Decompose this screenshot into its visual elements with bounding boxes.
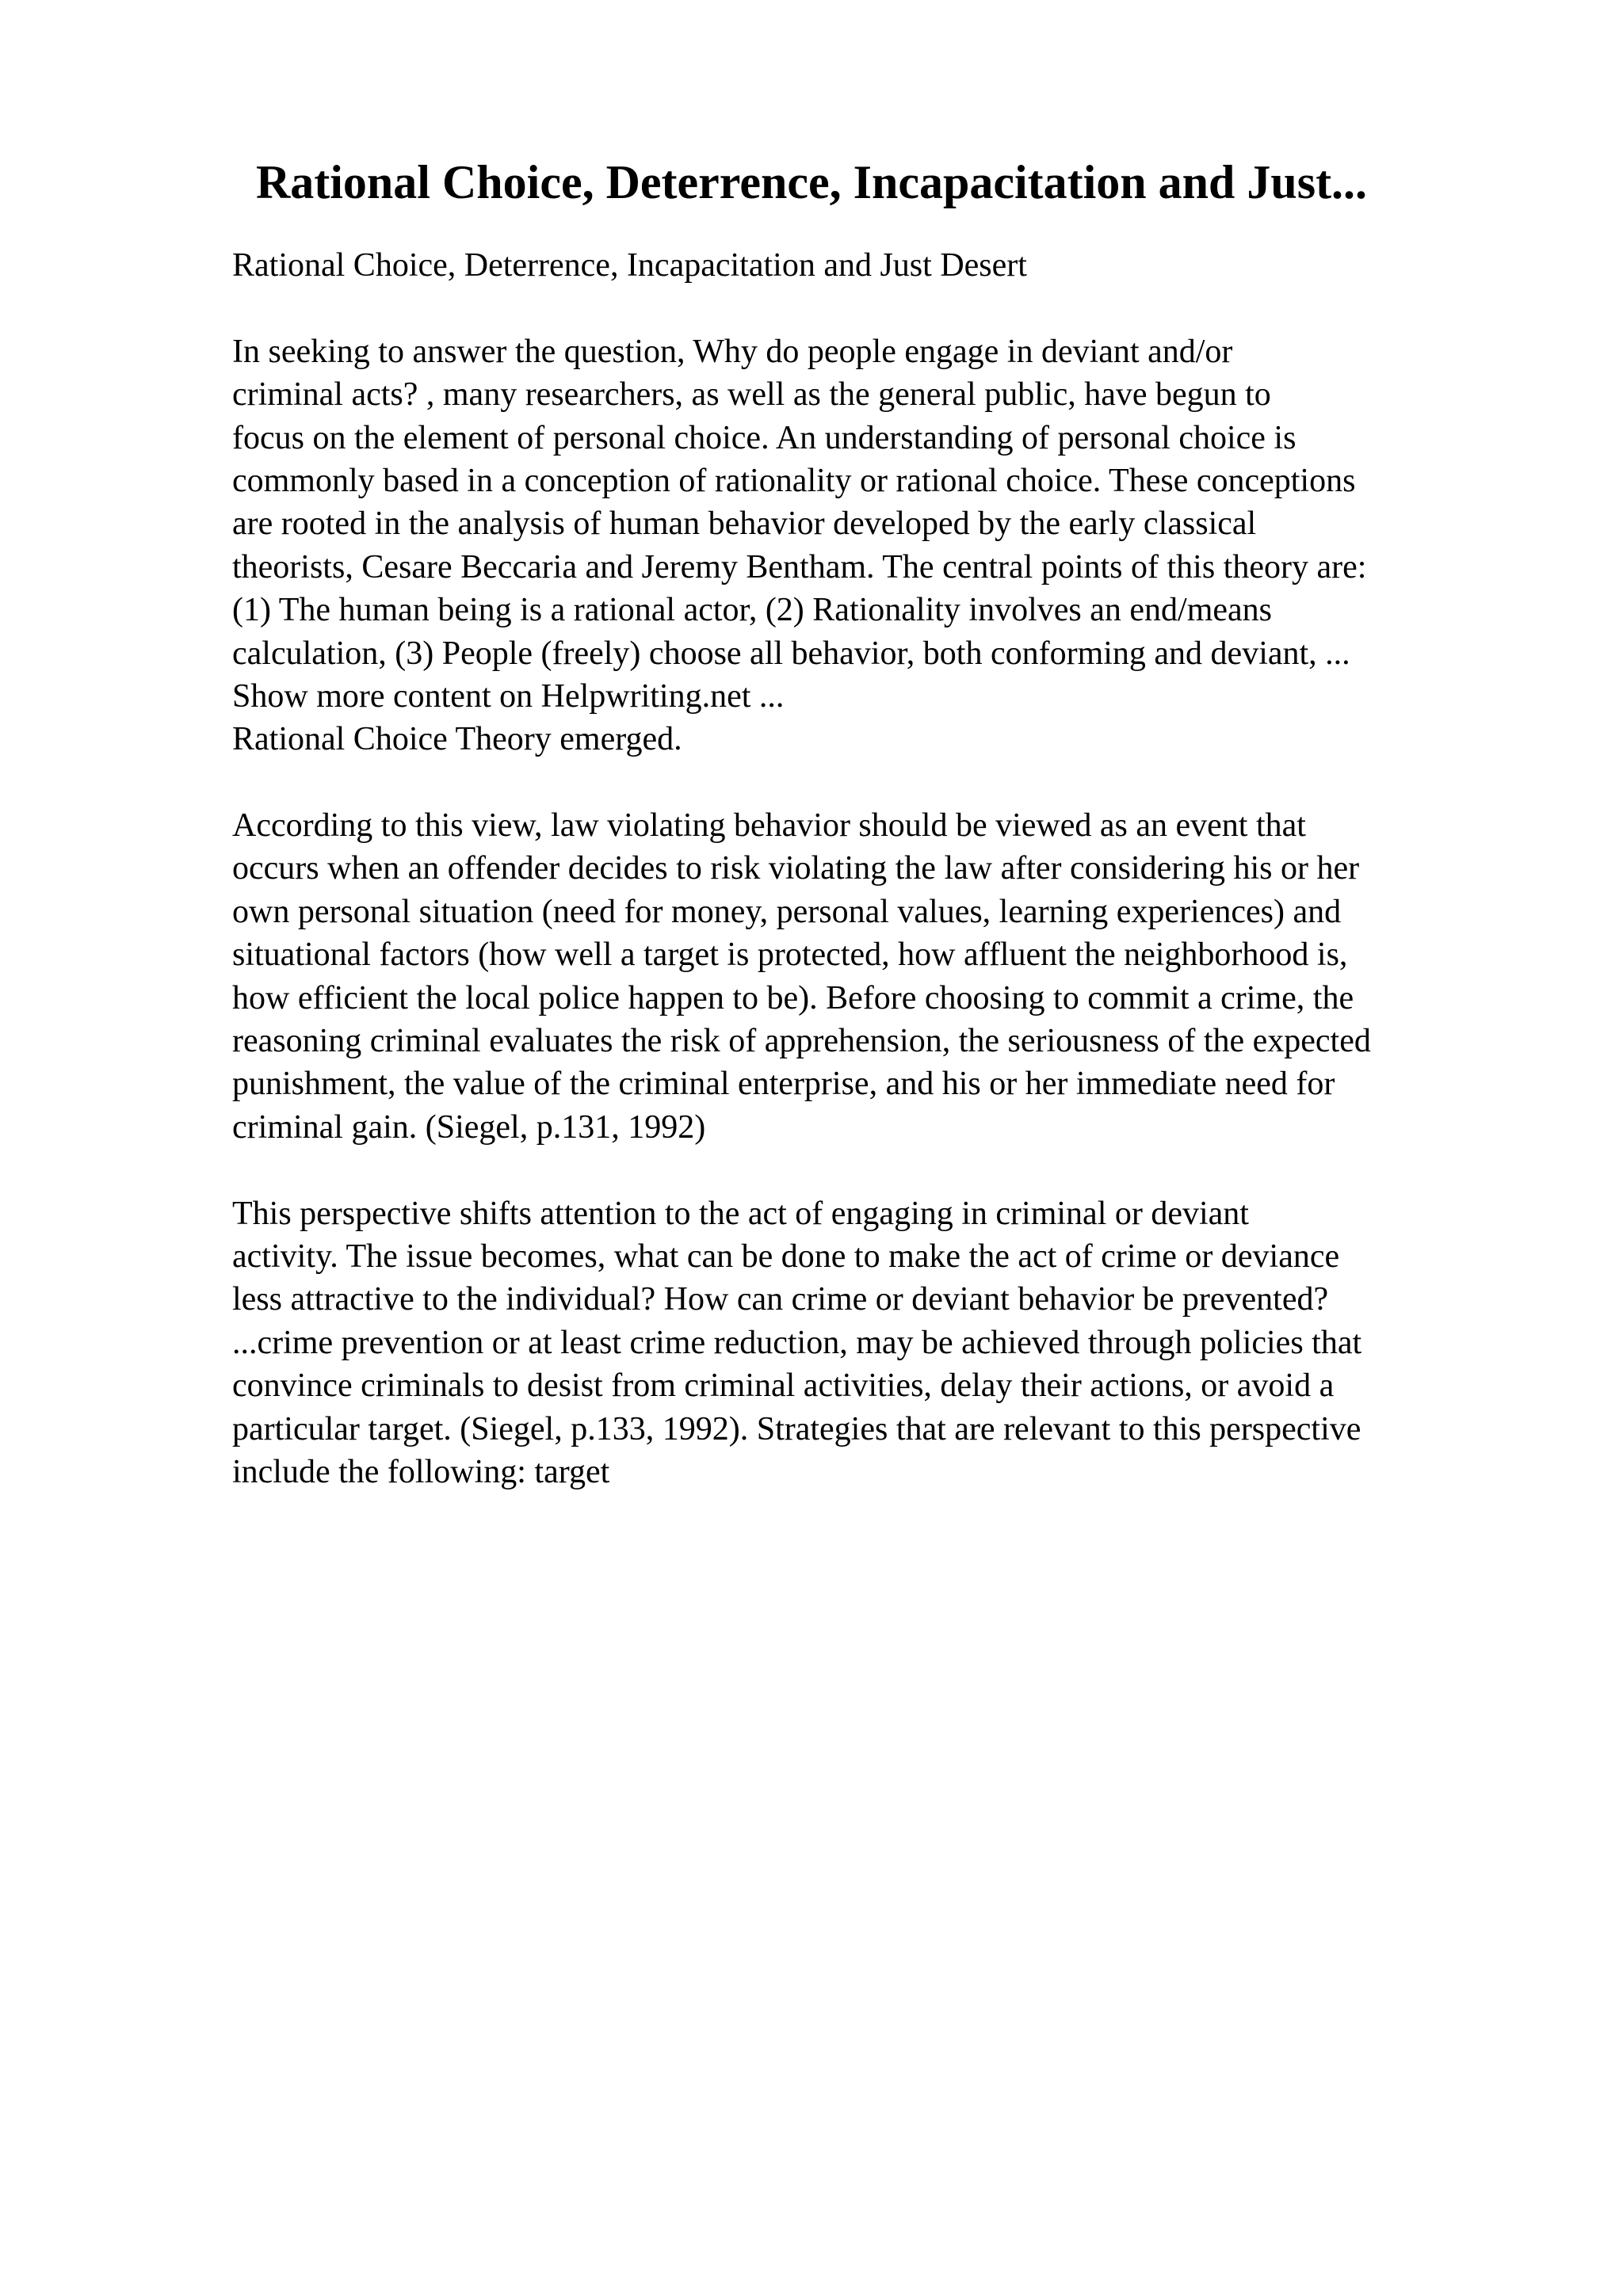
text-line: less attractive to the individual? How can crime or deviant behavior be prevented?: [232, 1281, 1329, 1318]
text-line: In seeking to answer the question, Why do people engage in deviant and/or: [232, 333, 1233, 370]
text-line: punishment, the value of the criminal enterprise, and his or her immediate need for: [232, 1066, 1335, 1103]
text-line: According to this view, law violating behavior should be viewed as an event that: [232, 807, 1306, 845]
text-line: are rooted in the analysis of human behavior developed by the early classical: [232, 505, 1257, 543]
text-line: include the following: target: [232, 1453, 610, 1490]
document-title: Rational Choice, Deterrence, Incapacitation and Just...: [255, 156, 1368, 208]
text-line: theorists, Cesare Beccaria and Jeremy Bentham. The central points of this theory are:: [232, 548, 1367, 585]
paragraph-2: [232, 804, 1595, 1149]
text-line: ...crime prevention or at least crime reduction, may be achieved through policies that: [232, 1324, 1362, 1361]
text-line: occurs when an offender decides to risk violating the law after considering his or her: [232, 850, 1360, 887]
text-line: own personal situation (need for money, personal values, learning experiences) and: [232, 893, 1342, 930]
text-line: situational factors (how well a target is protected, how affluent the neighborhood is,: [232, 936, 1348, 974]
paragraph-1: [232, 330, 1595, 761]
paragraph-spacer: [232, 287, 1595, 330]
text-line: criminal acts? , many researchers, as well as the general public, have begun to: [232, 376, 1271, 414]
show-more-line: Show more content on Helpwriting.net ...: [232, 677, 785, 715]
text-line: This perspective shifts attention to the act of engaging in criminal or deviant: [232, 1195, 1249, 1232]
text-line: criminal gain. (Siegel, p.131, 1992): [232, 1108, 706, 1146]
text-line: particular target. (Siegel, p.133, 1992). Strategies that are relevant to this perspective: [232, 1410, 1361, 1447]
paragraph-spacer: [232, 1149, 1595, 1192]
paragraph-spacer: [232, 761, 1595, 804]
text-line: focus on the element of personal choice. An understanding of personal choice is: [232, 419, 1296, 456]
text-line: activity. The issue becomes, what can be done to make the act of crime or deviance: [232, 1238, 1340, 1275]
text-line: reasoning criminal evaluates the risk of apprehension, the seriousness of the expected: [232, 1023, 1371, 1060]
text-line: convince criminals to desist from criminal activities, delay their actions, or avoid a: [232, 1367, 1335, 1405]
text-line: commonly based in a conception of rationality or rational choice. These conceptions: [232, 462, 1356, 499]
text-line: Rational Choice Theory emerged.: [232, 721, 682, 758]
text-line: (1) The human being is a rational actor, (2) Rationality involves an end/means: [232, 592, 1273, 629]
document-body: [232, 244, 1595, 1493]
paragraph-3: [232, 1192, 1595, 1494]
document-subtitle: Rational Choice, Deterrence, Incapacitation and Just Desert: [232, 247, 1027, 284]
text-line: how efficient the local police happen to be). Before choosing to commit a crime, the: [232, 979, 1354, 1016]
text-line: calculation, (3) People (freely) choose all behavior, both conforming and deviant, ...: [232, 635, 1350, 672]
